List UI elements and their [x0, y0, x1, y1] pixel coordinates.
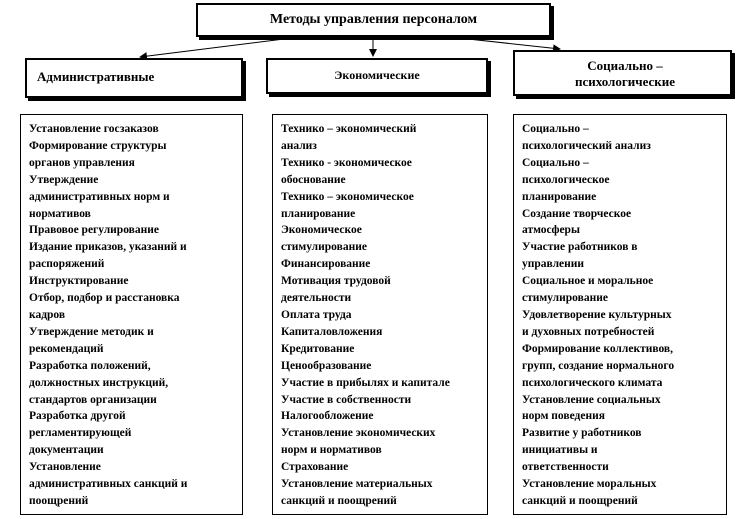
- list-item: Инструктирование: [29, 275, 129, 288]
- administrative-methods-list: [21, 115, 242, 510]
- category-social-label: [525, 58, 725, 90]
- list-item: групп, создание нормального: [522, 359, 675, 372]
- arrow-to-social: [450, 37, 560, 49]
- list-item: планирование: [522, 190, 597, 203]
- list-item: Социально –: [522, 123, 589, 135]
- list-item: Финансирование: [281, 258, 371, 271]
- list-item: нормативов: [29, 207, 91, 220]
- list-item: должностных инструкций,: [29, 376, 169, 389]
- list-item: психологического климата: [522, 376, 663, 389]
- list-item: Участие работников в: [522, 241, 638, 254]
- list-item: обоснование: [281, 173, 346, 186]
- category-social-label-line2: психологические: [574, 74, 676, 89]
- list-item: Технико – экономическое: [281, 190, 414, 203]
- list-item: Формирование структуры: [29, 139, 167, 152]
- list-item: документации: [29, 444, 104, 457]
- list-item: административных норм и: [29, 190, 170, 203]
- administrative-methods-list-box: [20, 114, 243, 515]
- list-item: планирование: [281, 207, 356, 220]
- list-item: стимулирование: [522, 292, 608, 305]
- list-item: Социально –: [522, 156, 589, 169]
- economic-methods-list: [273, 115, 487, 510]
- list-item: Налогообложение: [281, 410, 374, 423]
- list-item: Технико - экономическое: [281, 156, 412, 169]
- list-item: Мотивация трудовой: [281, 275, 391, 288]
- list-item: Кредитование: [281, 342, 355, 355]
- list-item: Ценообразование: [281, 359, 372, 372]
- list-item: Социальное и моральное: [522, 275, 654, 288]
- economic-methods-list-box: [272, 114, 488, 515]
- list-item: Экономическое: [281, 224, 362, 237]
- list-item: инициативы и: [522, 444, 598, 457]
- list-item: регламентирующей: [29, 427, 132, 440]
- list-item: Издание приказов, указаний и: [29, 241, 187, 254]
- list-item: Установление экономических: [281, 427, 436, 440]
- list-item: Технико – экономический: [281, 123, 417, 135]
- list-item: Утверждение: [29, 173, 99, 186]
- list-item: Установление социальных: [522, 393, 661, 406]
- list-item: поощрений: [29, 494, 89, 507]
- category-administrative-box: [25, 58, 243, 98]
- list-item: Страхование: [281, 461, 349, 474]
- list-item: управлении: [522, 258, 585, 271]
- list-item: Установление моральных: [522, 478, 657, 491]
- arrow-to-administrative: [140, 37, 300, 57]
- category-economic-box: [266, 58, 488, 94]
- list-item: Удовлетворение культурных: [522, 308, 672, 321]
- list-item: анализ: [281, 139, 317, 152]
- list-item: Капиталовложения: [281, 325, 383, 338]
- list-item: деятельности: [281, 292, 352, 305]
- list-item: рекомендаций: [29, 342, 104, 355]
- list-item: Разработка другой: [29, 410, 126, 423]
- list-item: Отбор, подбор и расстановка: [29, 292, 180, 305]
- list-item: ответственности: [522, 461, 609, 474]
- category-social-label-line1: Социально –: [587, 58, 663, 73]
- social-methods-list: [514, 115, 726, 510]
- list-item: психологическое: [522, 173, 610, 186]
- list-item: Участие в собственности: [281, 393, 412, 406]
- list-item: норм и нормативов: [281, 444, 382, 457]
- list-item: Участие в прибылях и капитале: [281, 376, 450, 389]
- list-item: Установление материальных: [281, 478, 433, 491]
- list-item: кадров: [29, 308, 66, 321]
- list-item: распоряжений: [29, 258, 105, 271]
- list-item: санкций и поощрений: [522, 494, 638, 507]
- list-item: Установление: [29, 461, 101, 474]
- list-item: органов управления: [29, 156, 135, 169]
- social-methods-list-box: [513, 114, 727, 515]
- category-social-box: [513, 50, 732, 96]
- list-item: атмосферы: [522, 224, 580, 237]
- category-economic-label: Экономические: [334, 68, 420, 82]
- list-item: административных санкций и: [29, 478, 188, 491]
- list-item: Развитие у работников: [522, 427, 642, 440]
- list-item: Утверждение методик и: [29, 325, 154, 338]
- list-item: Установление госзаказов: [29, 123, 159, 135]
- list-item: стандартов организации: [29, 393, 157, 406]
- list-item: стимулирование: [281, 241, 367, 254]
- list-item: Создание творческое: [522, 207, 632, 220]
- list-item: норм поведения: [522, 410, 605, 423]
- list-item: Формирование коллективов,: [522, 342, 674, 355]
- category-administrative-label: Административные: [37, 69, 155, 84]
- list-item: Разработка положений,: [29, 359, 151, 372]
- list-item: санкций и поощрений: [281, 494, 397, 507]
- list-item: Правовое регулирование: [29, 224, 159, 237]
- diagram-title-box: [196, 3, 551, 37]
- list-item: Оплата труда: [281, 308, 352, 321]
- list-item: и духовных потребностей: [522, 325, 655, 338]
- diagram-title: Методы управления персоналом: [269, 12, 478, 27]
- list-item: психологический анализ: [522, 139, 651, 152]
